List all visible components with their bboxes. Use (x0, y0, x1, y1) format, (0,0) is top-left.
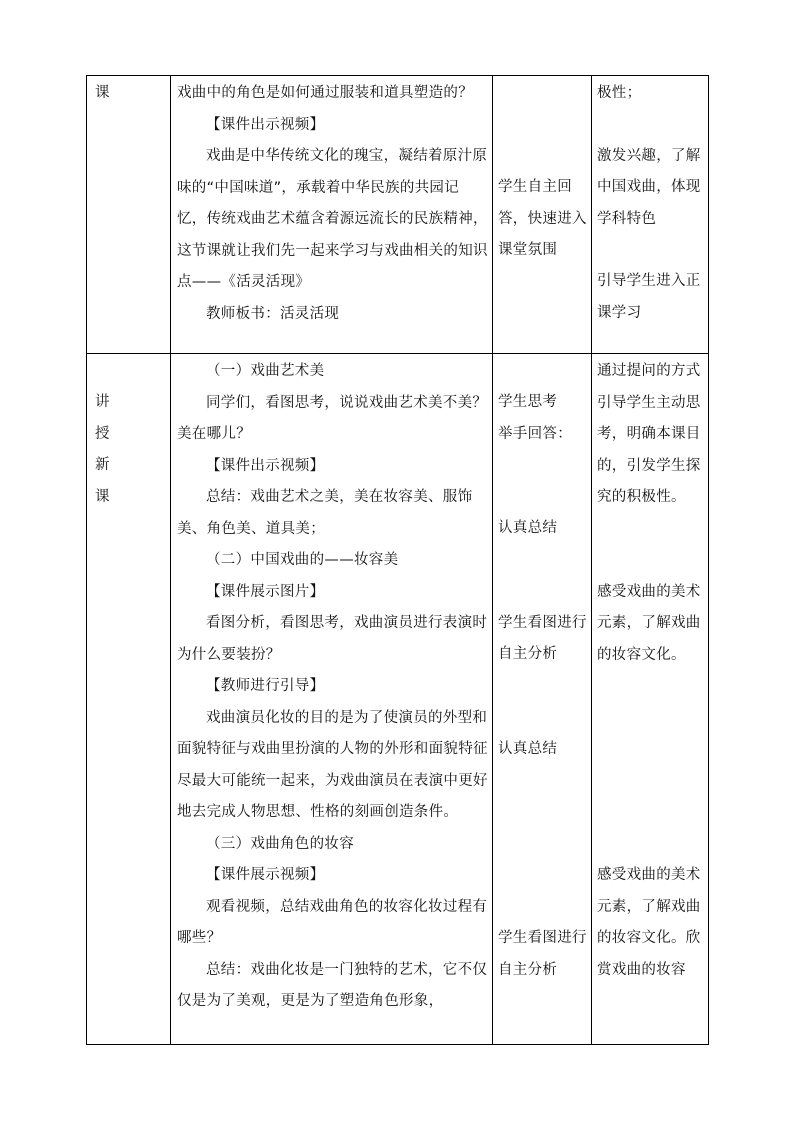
lesson-plan-table (86, 75, 709, 1045)
section-heading: （三）戏曲角色的妆容 (206, 835, 354, 852)
stage-label-char: 课 (95, 488, 110, 505)
design-intent-cell (592, 354, 709, 1045)
content-paragraph: 同学们，看图思考，说说戏曲艺术美不美？美在哪儿？ (177, 394, 488, 442)
student-activity-text: 学生看图进行自主分析 (498, 930, 587, 978)
content-paragraph: 总结：戏曲化妆是一门独特的艺术，它不仅仅是为了美观，更是为了塑造角色形象， (177, 961, 488, 1009)
content-paragraph: 【课件展示图片】 (206, 583, 325, 600)
stage-label-char: 讲 (95, 394, 110, 410)
design-intent-text: 激发兴趣，了解中国戏曲，体现学科特色 (597, 147, 701, 227)
student-activity-text: 学生思考 (498, 394, 558, 410)
stage-cell (87, 354, 171, 1045)
section-heading: （一）戏曲艺术美 (206, 363, 325, 379)
content-paragraph: 【课件出示视频】 (206, 457, 325, 474)
content-paragraph: 【教师进行引导】 (206, 678, 325, 694)
content-paragraph: 总结：戏曲艺术之美，美在妆容美、服饰美、角色美、道具美； (177, 489, 473, 537)
student-activity-text: 学生看图进行自主分析 (498, 614, 587, 662)
content-paragraph: 戏曲演员化妆的目的是为了使演员的外型和面貌特征与戏曲里扮演的人物的外形和面貌特征尽最大可能统一起来，为戏曲演员在表演中更好地去完成人物思想、性格的刻画创造条件。 (177, 709, 488, 820)
student-activity-text: 举手回答： (498, 425, 572, 442)
student-activity-text: 认真总结 (498, 740, 558, 757)
student-activity-cell (493, 76, 592, 354)
content-paragraph: 戏曲是中华传统文化的瑰宝，凝结着原汁原味的“中国味道”，承载着中华民族的共园记忆，传统戏曲艺术蕴含着源远流长的民族精神，这节课就让我们先一起来学习与戏曲相关的知识点——《活灵活现》 (177, 148, 488, 290)
stage-label-char: 新 (95, 457, 110, 473)
design-intent-text: 极性； (597, 85, 642, 101)
design-intent-cell (592, 76, 709, 354)
student-activity-text: 学生自主回答，快速进入课堂氛围 (498, 179, 587, 258)
content-paragraph: 戏曲中的角色是如何通过服装和道具塑造的？ (177, 85, 473, 101)
design-intent-text: 感受戏曲的美术元素，了解戏曲的妆容文化。欣赏戏曲的妆容 (597, 867, 701, 978)
table-row (87, 354, 709, 1045)
content-cell (171, 76, 493, 354)
design-intent-text: 引导学生进入正课学习 (597, 273, 701, 321)
stage-cell (87, 76, 171, 354)
content-cell (171, 354, 493, 1045)
content-paragraph: 观看视频，总结戏曲角色的妆容化妆过程有哪些？ (177, 898, 488, 946)
student-activity-cell (493, 354, 592, 1045)
table-row (87, 76, 709, 354)
design-intent-text: 感受戏曲的美术元素，了解戏曲的妆容文化。 (597, 583, 701, 663)
content-paragraph: 教师板书：活灵活现 (206, 305, 340, 322)
stage-label-char: 授 (95, 425, 110, 442)
student-activity-text: 认真总结 (498, 520, 558, 536)
content-paragraph: 【课件展示视频】 (206, 867, 325, 883)
content-paragraph: 【课件出示视频】 (206, 116, 325, 133)
content-paragraph: 看图分析，看图思考，戏曲演员进行表演时为什么要装扮？ (177, 615, 488, 663)
section-heading: （二）中国戏曲的——妆容美 (206, 552, 399, 568)
design-intent-text: 通过提问的方式引导学生主动思考，明确本课目的，引发学生探究的积极性。 (597, 363, 701, 505)
stage-label-char: 课 (95, 85, 110, 101)
